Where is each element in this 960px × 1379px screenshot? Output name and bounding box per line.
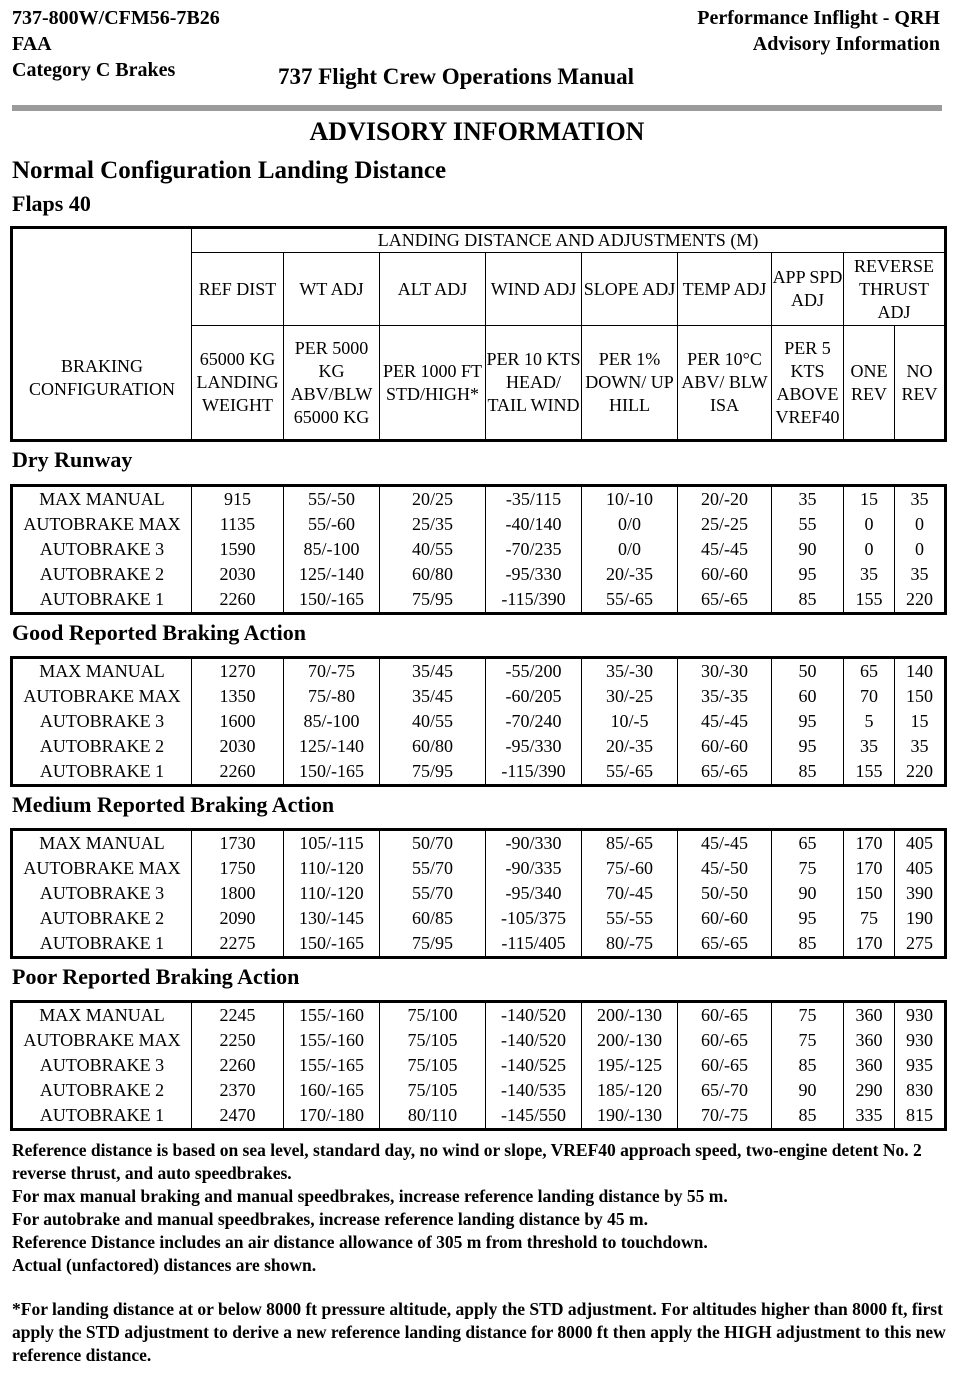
table-row bbox=[12, 931, 946, 958]
value-cell: 80/-75 bbox=[582, 931, 678, 958]
value-cell: 275 bbox=[895, 931, 946, 958]
value-cell: 35 bbox=[844, 734, 895, 759]
value-cell: 155/-160 bbox=[284, 1028, 380, 1053]
subsection-name: Advisory Information bbox=[752, 33, 940, 55]
value-cell: 60/80 bbox=[380, 734, 486, 759]
adjustments-group-header: LANDING DISTANCE AND ADJUSTMENTS (M) bbox=[192, 228, 946, 253]
value-cell: 35/-35 bbox=[678, 684, 772, 709]
braking-config-cell: AUTOBRAKE 2 bbox=[12, 1078, 192, 1103]
value-cell: -70/235 bbox=[486, 537, 582, 562]
value-cell: 60 bbox=[772, 684, 844, 709]
value-cell: 170 bbox=[844, 830, 895, 857]
value-cell: 40/55 bbox=[380, 537, 486, 562]
braking-config-cell: AUTOBRAKE MAX bbox=[12, 684, 192, 709]
value-cell: 40/55 bbox=[380, 709, 486, 734]
value-cell: 20/-20 bbox=[678, 486, 772, 513]
value-cell: 2030 bbox=[192, 562, 284, 587]
value-cell: 55/-60 bbox=[284, 512, 380, 537]
braking-config-cell: MAX MANUAL bbox=[12, 1002, 192, 1029]
value-cell: 35/-30 bbox=[582, 658, 678, 685]
value-cell: 65/-65 bbox=[678, 931, 772, 958]
value-cell: -145/550 bbox=[486, 1103, 582, 1130]
value-cell: 60/-60 bbox=[678, 562, 772, 587]
section-title: Normal Configuration Landing Distance bbox=[12, 157, 447, 184]
table-row bbox=[12, 486, 946, 513]
value-cell: 50/-50 bbox=[678, 881, 772, 906]
table-row bbox=[12, 734, 946, 759]
value-cell: 90 bbox=[772, 881, 844, 906]
value-cell: 95 bbox=[772, 562, 844, 587]
value-cell: 90 bbox=[772, 537, 844, 562]
braking-config-cell: AUTOBRAKE 3 bbox=[12, 1053, 192, 1078]
value-cell: 10/-5 bbox=[582, 709, 678, 734]
value-cell: 85/-100 bbox=[284, 709, 380, 734]
subheader-temp-adj: PER 10°C ABV/ BLW ISA bbox=[678, 326, 772, 441]
value-cell: 60/80 bbox=[380, 562, 486, 587]
value-cell: 360 bbox=[844, 1002, 895, 1029]
value-cell: 0 bbox=[844, 512, 895, 537]
value-cell: 2250 bbox=[192, 1028, 284, 1053]
value-cell: 55/70 bbox=[380, 881, 486, 906]
document-header-left bbox=[12, 5, 220, 83]
value-cell: 930 bbox=[895, 1002, 946, 1029]
table-row bbox=[12, 881, 946, 906]
value-cell: 35/45 bbox=[380, 658, 486, 685]
subheader-slope-adj: PER 1% DOWN/ UP HILL bbox=[582, 326, 678, 441]
value-cell: 2245 bbox=[192, 1002, 284, 1029]
table-row bbox=[12, 658, 946, 685]
group-title: Dry Runway bbox=[12, 447, 133, 472]
value-cell: 125/-140 bbox=[284, 734, 380, 759]
value-cell: 815 bbox=[895, 1103, 946, 1130]
value-cell: 85 bbox=[772, 1053, 844, 1078]
table-row bbox=[12, 684, 946, 709]
value-cell: 60/-65 bbox=[678, 1053, 772, 1078]
value-cell: 90 bbox=[772, 1078, 844, 1103]
value-cell: 60/-65 bbox=[678, 1028, 772, 1053]
value-cell: 45/-45 bbox=[678, 830, 772, 857]
value-cell: 405 bbox=[895, 856, 946, 881]
value-cell: 65/-65 bbox=[678, 759, 772, 786]
note-line: For autobrake and manual speedbrakes, increase reference landing distance by 45 m. bbox=[12, 1209, 649, 1229]
value-cell: 75/105 bbox=[380, 1028, 486, 1053]
braking-group-table bbox=[10, 828, 947, 959]
value-cell: 170 bbox=[844, 931, 895, 958]
table-row bbox=[12, 830, 946, 857]
col-header-reverse-thrust-adj: REVERSE THRUST ADJ bbox=[844, 253, 946, 326]
braking-config-cell: AUTOBRAKE 3 bbox=[12, 537, 192, 562]
value-cell: -95/330 bbox=[486, 562, 582, 587]
value-cell: -115/405 bbox=[486, 931, 582, 958]
value-cell: 60/-60 bbox=[678, 734, 772, 759]
note-line: Actual (unfactored) distances are shown. bbox=[12, 1255, 317, 1275]
value-cell: 20/25 bbox=[380, 486, 486, 513]
braking-group-table bbox=[10, 656, 947, 787]
value-cell: 125/-140 bbox=[284, 562, 380, 587]
table-row bbox=[12, 1053, 946, 1078]
value-cell: 830 bbox=[895, 1078, 946, 1103]
value-cell: 0 bbox=[895, 537, 946, 562]
table-row bbox=[12, 856, 946, 881]
value-cell: 220 bbox=[895, 587, 946, 614]
braking-config-cell: AUTOBRAKE MAX bbox=[12, 856, 192, 881]
value-cell: 75/95 bbox=[380, 759, 486, 786]
value-cell: 35 bbox=[895, 486, 946, 513]
value-cell: 200/-130 bbox=[582, 1002, 678, 1029]
value-cell: -35/115 bbox=[486, 486, 582, 513]
value-cell: 70/-75 bbox=[678, 1103, 772, 1130]
braking-config-cell: AUTOBRAKE 3 bbox=[12, 881, 192, 906]
col-header-temp-adj: TEMP ADJ bbox=[678, 253, 772, 326]
value-cell: 55/70 bbox=[380, 856, 486, 881]
subheader-wt-adj: PER 5000 KG ABV/BLW 65000 KG bbox=[284, 326, 380, 441]
value-cell: 75 bbox=[772, 1002, 844, 1029]
value-cell: 70/-75 bbox=[284, 658, 380, 685]
value-cell: 1590 bbox=[192, 537, 284, 562]
value-cell: 150/-165 bbox=[284, 931, 380, 958]
landing-distance-header-table bbox=[10, 226, 947, 442]
aircraft-model: 737-800W/CFM56-7B26 bbox=[12, 7, 220, 29]
value-cell: 1350 bbox=[192, 684, 284, 709]
value-cell: -90/335 bbox=[486, 856, 582, 881]
value-cell: 50 bbox=[772, 658, 844, 685]
value-cell: 405 bbox=[895, 830, 946, 857]
value-cell: 55/-65 bbox=[582, 587, 678, 614]
value-cell: 155 bbox=[844, 587, 895, 614]
table-row bbox=[12, 709, 946, 734]
value-cell: 55/-65 bbox=[582, 759, 678, 786]
value-cell: 95 bbox=[772, 709, 844, 734]
value-cell: 360 bbox=[844, 1053, 895, 1078]
value-cell: -140/520 bbox=[486, 1028, 582, 1053]
value-cell: 95 bbox=[772, 734, 844, 759]
value-cell: 2260 bbox=[192, 759, 284, 786]
group-title: Poor Reported Braking Action bbox=[12, 964, 300, 989]
value-cell: 150/-165 bbox=[284, 587, 380, 614]
braking-config-cell: AUTOBRAKE 3 bbox=[12, 709, 192, 734]
value-cell: 1800 bbox=[192, 881, 284, 906]
value-cell: 150/-165 bbox=[284, 759, 380, 786]
value-cell: 70/-45 bbox=[582, 881, 678, 906]
braking-config-cell: AUTOBRAKE 1 bbox=[12, 931, 192, 958]
value-cell: -140/535 bbox=[486, 1078, 582, 1103]
value-cell: 30/-25 bbox=[582, 684, 678, 709]
value-cell: 95 bbox=[772, 906, 844, 931]
value-cell: 0 bbox=[844, 537, 895, 562]
value-cell: 390 bbox=[895, 881, 946, 906]
note-line: For max manual braking and manual speedbrakes, increase reference landing distance by 55 m. bbox=[12, 1186, 728, 1206]
value-cell: 130/-145 bbox=[284, 906, 380, 931]
value-cell: -105/375 bbox=[486, 906, 582, 931]
value-cell: 155/-160 bbox=[284, 1002, 380, 1029]
value-cell: 2370 bbox=[192, 1078, 284, 1103]
value-cell: -55/200 bbox=[486, 658, 582, 685]
braking-config-cell: AUTOBRAKE MAX bbox=[12, 1028, 192, 1053]
value-cell: 55/-55 bbox=[582, 906, 678, 931]
table-row bbox=[12, 906, 946, 931]
value-cell: 85 bbox=[772, 931, 844, 958]
value-cell: 1270 bbox=[192, 658, 284, 685]
value-cell: 65/-70 bbox=[678, 1078, 772, 1103]
group-title: Good Reported Braking Action bbox=[12, 620, 306, 645]
braking-config-cell: MAX MANUAL bbox=[12, 486, 192, 513]
value-cell: 85 bbox=[772, 1103, 844, 1130]
value-cell: 170/-180 bbox=[284, 1103, 380, 1130]
table-row bbox=[12, 1002, 946, 1029]
value-cell: 220 bbox=[895, 759, 946, 786]
value-cell: 335 bbox=[844, 1103, 895, 1130]
value-cell: 185/-120 bbox=[582, 1078, 678, 1103]
value-cell: 360 bbox=[844, 1028, 895, 1053]
value-cell: 75/100 bbox=[380, 1002, 486, 1029]
value-cell: 35 bbox=[772, 486, 844, 513]
braking-config-cell: MAX MANUAL bbox=[12, 658, 192, 685]
page-title: ADVISORY INFORMATION bbox=[309, 117, 645, 146]
value-cell: 85/-65 bbox=[582, 830, 678, 857]
subheader-alt-adj: PER 1000 FT STD/HIGH* bbox=[380, 326, 486, 441]
value-cell: 110/-120 bbox=[284, 881, 380, 906]
value-cell: 85 bbox=[772, 759, 844, 786]
value-cell: 75 bbox=[772, 856, 844, 881]
value-cell: -115/390 bbox=[486, 759, 582, 786]
value-cell: -70/240 bbox=[486, 709, 582, 734]
value-cell: 150 bbox=[844, 881, 895, 906]
value-cell: 30/-30 bbox=[678, 658, 772, 685]
col-header-ref-dist: REF DIST bbox=[192, 253, 284, 326]
subheader-app-spd-adj: PER 5 KTS ABOVE VREF40 bbox=[772, 326, 844, 441]
value-cell: 65 bbox=[844, 658, 895, 685]
value-cell: 190/-130 bbox=[582, 1103, 678, 1130]
table-row bbox=[12, 512, 946, 537]
value-cell: 2090 bbox=[192, 906, 284, 931]
value-cell: 2030 bbox=[192, 734, 284, 759]
table-row bbox=[12, 537, 946, 562]
value-cell: 50/70 bbox=[380, 830, 486, 857]
braking-config-cell: AUTOBRAKE 1 bbox=[12, 759, 192, 786]
value-cell: 2470 bbox=[192, 1103, 284, 1130]
value-cell: 150 bbox=[895, 684, 946, 709]
table-row bbox=[12, 759, 946, 786]
value-cell: 55/-50 bbox=[284, 486, 380, 513]
value-cell: 25/35 bbox=[380, 512, 486, 537]
group-title: Medium Reported Braking Action bbox=[12, 792, 335, 817]
brake-category: Category C Brakes bbox=[12, 59, 176, 81]
value-cell: 60/85 bbox=[380, 906, 486, 931]
reference-notes bbox=[12, 1139, 947, 1277]
value-cell: 45/-50 bbox=[678, 856, 772, 881]
value-cell: 20/-35 bbox=[582, 562, 678, 587]
value-cell: 45/-45 bbox=[678, 709, 772, 734]
subheader-ref-dist: 65000 KG LANDING WEIGHT bbox=[192, 326, 284, 441]
value-cell: -115/390 bbox=[486, 587, 582, 614]
value-cell: 5 bbox=[844, 709, 895, 734]
value-cell: -140/525 bbox=[486, 1053, 582, 1078]
value-cell: -95/330 bbox=[486, 734, 582, 759]
value-cell: 75 bbox=[844, 906, 895, 931]
subheader-one-rev: ONE REV bbox=[844, 326, 895, 441]
col-header-wind-adj: WIND ADJ bbox=[486, 253, 582, 326]
col-header-slope-adj: SLOPE ADJ bbox=[582, 253, 678, 326]
braking-group-table bbox=[10, 484, 947, 615]
braking-config-cell: MAX MANUAL bbox=[12, 830, 192, 857]
value-cell: 140 bbox=[895, 658, 946, 685]
value-cell: 45/-45 bbox=[678, 537, 772, 562]
value-cell: 85 bbox=[772, 587, 844, 614]
table-row bbox=[12, 587, 946, 614]
value-cell: 15 bbox=[844, 486, 895, 513]
value-cell: 290 bbox=[844, 1078, 895, 1103]
value-cell: 35/45 bbox=[380, 684, 486, 709]
table-row bbox=[12, 1028, 946, 1053]
authority: FAA bbox=[12, 33, 52, 55]
value-cell: 155 bbox=[844, 759, 895, 786]
value-cell: 1600 bbox=[192, 709, 284, 734]
value-cell: 80/110 bbox=[380, 1103, 486, 1130]
value-cell: 35 bbox=[895, 734, 946, 759]
document-header-right bbox=[697, 5, 940, 57]
value-cell: 1135 bbox=[192, 512, 284, 537]
braking-config-header-cell bbox=[12, 228, 192, 441]
note-line: Reference Distance includes an air distance allowance of 305 m from threshold to touchdown. bbox=[12, 1232, 708, 1252]
value-cell: 170 bbox=[844, 856, 895, 881]
value-cell: 35 bbox=[895, 562, 946, 587]
col-header-alt-adj: ALT ADJ bbox=[380, 253, 486, 326]
braking-group-table bbox=[10, 1000, 947, 1131]
flaps-subtitle: Flaps 40 bbox=[12, 191, 91, 216]
subheader-no-rev: NO REV bbox=[895, 326, 946, 441]
braking-config-cell: AUTOBRAKE 2 bbox=[12, 734, 192, 759]
value-cell: 930 bbox=[895, 1028, 946, 1053]
value-cell: 0/0 bbox=[582, 537, 678, 562]
value-cell: 55 bbox=[772, 512, 844, 537]
value-cell: 75/105 bbox=[380, 1078, 486, 1103]
value-cell: 2260 bbox=[192, 1053, 284, 1078]
value-cell: 75 bbox=[772, 1028, 844, 1053]
braking-config-cell: AUTOBRAKE MAX bbox=[12, 512, 192, 537]
value-cell: 195/-125 bbox=[582, 1053, 678, 1078]
value-cell: 10/-10 bbox=[582, 486, 678, 513]
value-cell: 190 bbox=[895, 906, 946, 931]
value-cell: 75/105 bbox=[380, 1053, 486, 1078]
value-cell: 105/-115 bbox=[284, 830, 380, 857]
value-cell: -90/330 bbox=[486, 830, 582, 857]
value-cell: -140/520 bbox=[486, 1002, 582, 1029]
value-cell: 160/-165 bbox=[284, 1078, 380, 1103]
value-cell: 75/95 bbox=[380, 587, 486, 614]
value-cell: 25/-25 bbox=[678, 512, 772, 537]
value-cell: 110/-120 bbox=[284, 856, 380, 881]
section-name: Performance Inflight - QRH bbox=[697, 7, 940, 29]
table-row bbox=[12, 562, 946, 587]
manual-title: 737 Flight Crew Operations Manual bbox=[278, 64, 635, 89]
value-cell: 155/-165 bbox=[284, 1053, 380, 1078]
value-cell: 35 bbox=[844, 562, 895, 587]
value-cell: 75/-60 bbox=[582, 856, 678, 881]
value-cell: 20/-35 bbox=[582, 734, 678, 759]
value-cell: 1730 bbox=[192, 830, 284, 857]
col-header-wt-adj: WT ADJ bbox=[284, 253, 380, 326]
value-cell: 0/0 bbox=[582, 512, 678, 537]
value-cell: 85/-100 bbox=[284, 537, 380, 562]
value-cell: -95/340 bbox=[486, 881, 582, 906]
value-cell: 0 bbox=[895, 512, 946, 537]
value-cell: -40/140 bbox=[486, 512, 582, 537]
value-cell: 2260 bbox=[192, 587, 284, 614]
value-cell: 60/-65 bbox=[678, 1002, 772, 1029]
header-divider bbox=[12, 105, 942, 111]
value-cell: 2275 bbox=[192, 931, 284, 958]
braking-config-cell: AUTOBRAKE 1 bbox=[12, 1103, 192, 1130]
value-cell: 75/95 bbox=[380, 931, 486, 958]
value-cell: 15 bbox=[895, 709, 946, 734]
value-cell: 65 bbox=[772, 830, 844, 857]
altitude-footnote: *For landing distance at or below 8000 ft pressure altitude, apply the STD adjustment. For altitudes higher than 8000 ft, first apply the STD adjustment to derive a new reference landing distance for 8000 ft then apply the HIGH adjustment to this new reference distance. bbox=[12, 1299, 946, 1365]
value-cell: 935 bbox=[895, 1053, 946, 1078]
value-cell: 200/-130 bbox=[582, 1028, 678, 1053]
value-cell: -60/205 bbox=[486, 684, 582, 709]
value-cell: 915 bbox=[192, 486, 284, 513]
value-cell: 60/-60 bbox=[678, 906, 772, 931]
value-cell: 70 bbox=[844, 684, 895, 709]
table-row bbox=[12, 1078, 946, 1103]
braking-config-cell: AUTOBRAKE 2 bbox=[12, 562, 192, 587]
value-cell: 65/-65 bbox=[678, 587, 772, 614]
value-cell: 1750 bbox=[192, 856, 284, 881]
table-row bbox=[12, 1103, 946, 1130]
braking-config-cell: AUTOBRAKE 2 bbox=[12, 906, 192, 931]
braking-config-cell: AUTOBRAKE 1 bbox=[12, 587, 192, 614]
subheader-wind-adj: PER 10 KTS HEAD/ TAIL WIND bbox=[486, 326, 582, 441]
col-header-app-spd-adj: APP SPD ADJ bbox=[772, 253, 844, 326]
braking-config-label: BRAKING CONFIGURATION bbox=[28, 356, 175, 399]
value-cell: 75/-80 bbox=[284, 684, 380, 709]
note-line: Reference distance is based on sea level, standard day, no wind or slope, VREF40 approach speed, two-engine detent No. 2 reverse thrust, and auto speedbrakes. bbox=[12, 1140, 922, 1183]
